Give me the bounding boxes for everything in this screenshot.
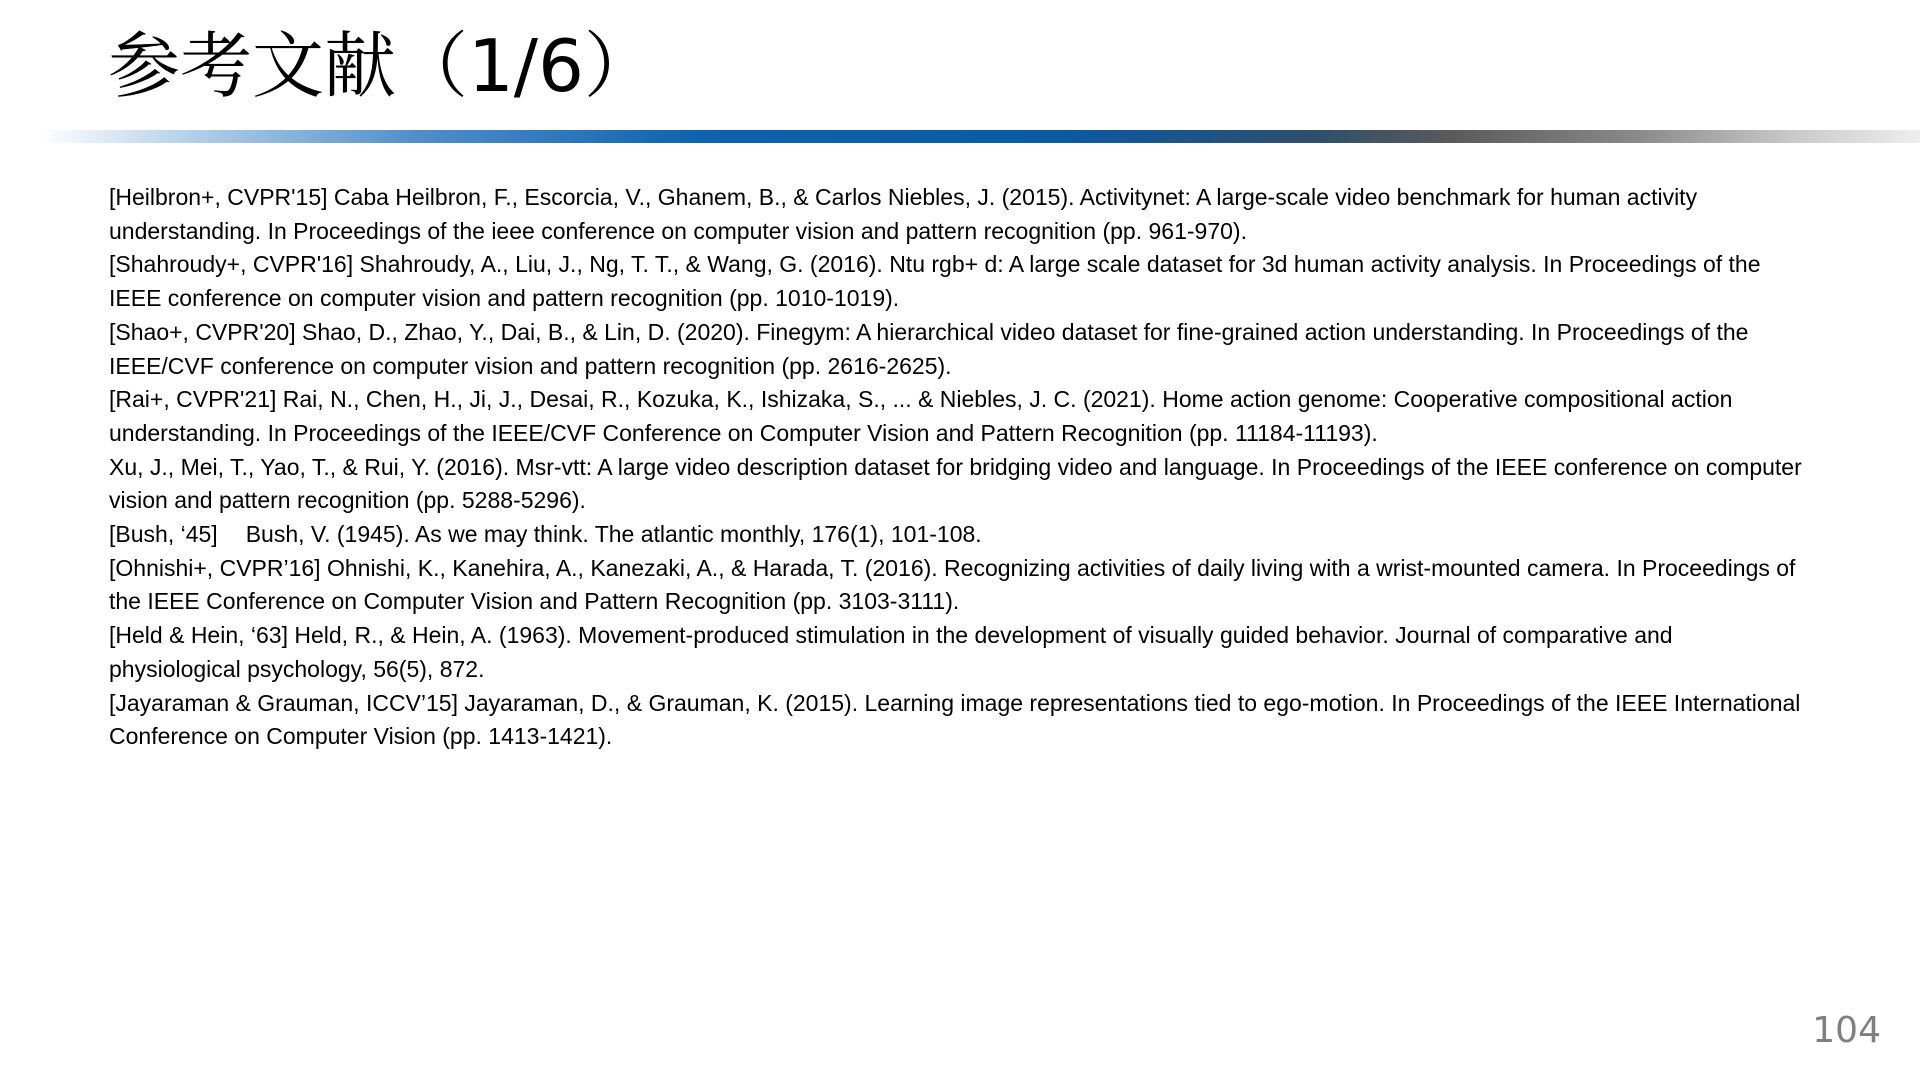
reference-entry: [109, 181, 1809, 248]
reference-tag: [Rai+, CVPR'21]: [109, 386, 277, 413]
reference-list: [109, 181, 1809, 754]
reference-tag: [Heilbron+, CVPR'15]: [109, 184, 328, 210]
reference-text: Ohnishi, K., Kanehira, A., Kanezaki, A., & Harada, T. (2016). Recognizing activities of daily living with a wrist-mounted camera. In Proceedings of the IEEE Conference on Computer Vision and Pattern Recognition (pp. 3103-3111).: [109, 554, 1796, 615]
reference-text: Rai, N., Chen, H., Ji, J., Desai, R., Kozuka, K., Ishizaka, S., ... & Niebles, J. C. (2021). Home action genome: Cooperative compositional action understanding. In Proceedings of the IEEE/CVF Conference on Computer Vision and Pattern Recognition (pp. 11184-11193).: [109, 386, 1733, 446]
reference-entry: [109, 619, 1809, 686]
reference-text: Shao, D., Zhao, Y., Dai, B., & Lin, D. (2020). Finegym: A hierarchical video dataset for fine-grained action understanding. In Proceedings of the IEEE/CVF conference on computer vision and pattern recognition (pp. 2616-2625).: [109, 318, 1749, 379]
reference-tag: [Held & Hein, ‘63]: [109, 622, 288, 649]
reference-text: Jayaraman, D., & Grauman, K. (2015). Learning image representations tied to ego-motion. In Proceedings of the IEEE International Conference on Computer Vision (pp. 1413-1421).: [109, 689, 1801, 750]
reference-entry: [109, 552, 1809, 619]
reference-text: Shahroudy, A., Liu, J., Ng, T. T., & Wang, G. (2016). Ntu rgb+ d: A large scale dataset for 3d human activity analysis. In Proceedings of the IEEE conference on computer vision and pattern recognition (pp. 1010-1019).: [109, 251, 1761, 312]
reference-entry: [109, 383, 1809, 450]
reference-tag: [Jayaraman & Grauman, ICCV’15]: [109, 689, 458, 716]
title-underline-bar: [40, 130, 1920, 143]
reference-tag: [Ohnishi+, CVPR’16]: [109, 554, 321, 581]
reference-entry: [109, 316, 1809, 383]
reference-entry: [109, 518, 1809, 552]
reference-text: Caba Heilbron, F., Escorcia, V., Ghanem, B., & Carlos Niebles, J. (2015). Activitynet: A large-scale video benchmark for human activity understanding. In Proceedings of the ieee conference on computer vision and pattern recognition (pp. 961-970).: [109, 184, 1698, 244]
reference-tag: [Shao+, CVPR'20]: [109, 318, 296, 345]
reference-text: Xu, J., Mei, T., Yao, T., & Rui, Y. (2016). Msr-vtt: A large video description dataset for bridging video and language. In Proceedings of the IEEE conference on computer vision and pattern recognition (pp. 5288-5296).: [109, 453, 1802, 514]
reference-text: Held, R., & Hein, A. (1963). Movement-produced stimulation in the development of visually guided behavior. Journal of comparative and physiological psychology, 56(5), 872.: [109, 622, 1673, 682]
reference-entry: [109, 248, 1809, 315]
reference-text: Bush, V. (1945). As we may think. The atlantic monthly, 176(1), 101-108.: [245, 521, 982, 548]
page-number: 104: [1812, 1010, 1881, 1051]
reference-entry: [109, 451, 1809, 518]
slide-title: 参考文献（1/6）: [108, 24, 656, 108]
reference-tag: [Bush, ‘45]: [109, 521, 218, 548]
reference-entry: [109, 687, 1809, 754]
reference-tag: [Shahroudy+, CVPR'16]: [109, 251, 354, 278]
